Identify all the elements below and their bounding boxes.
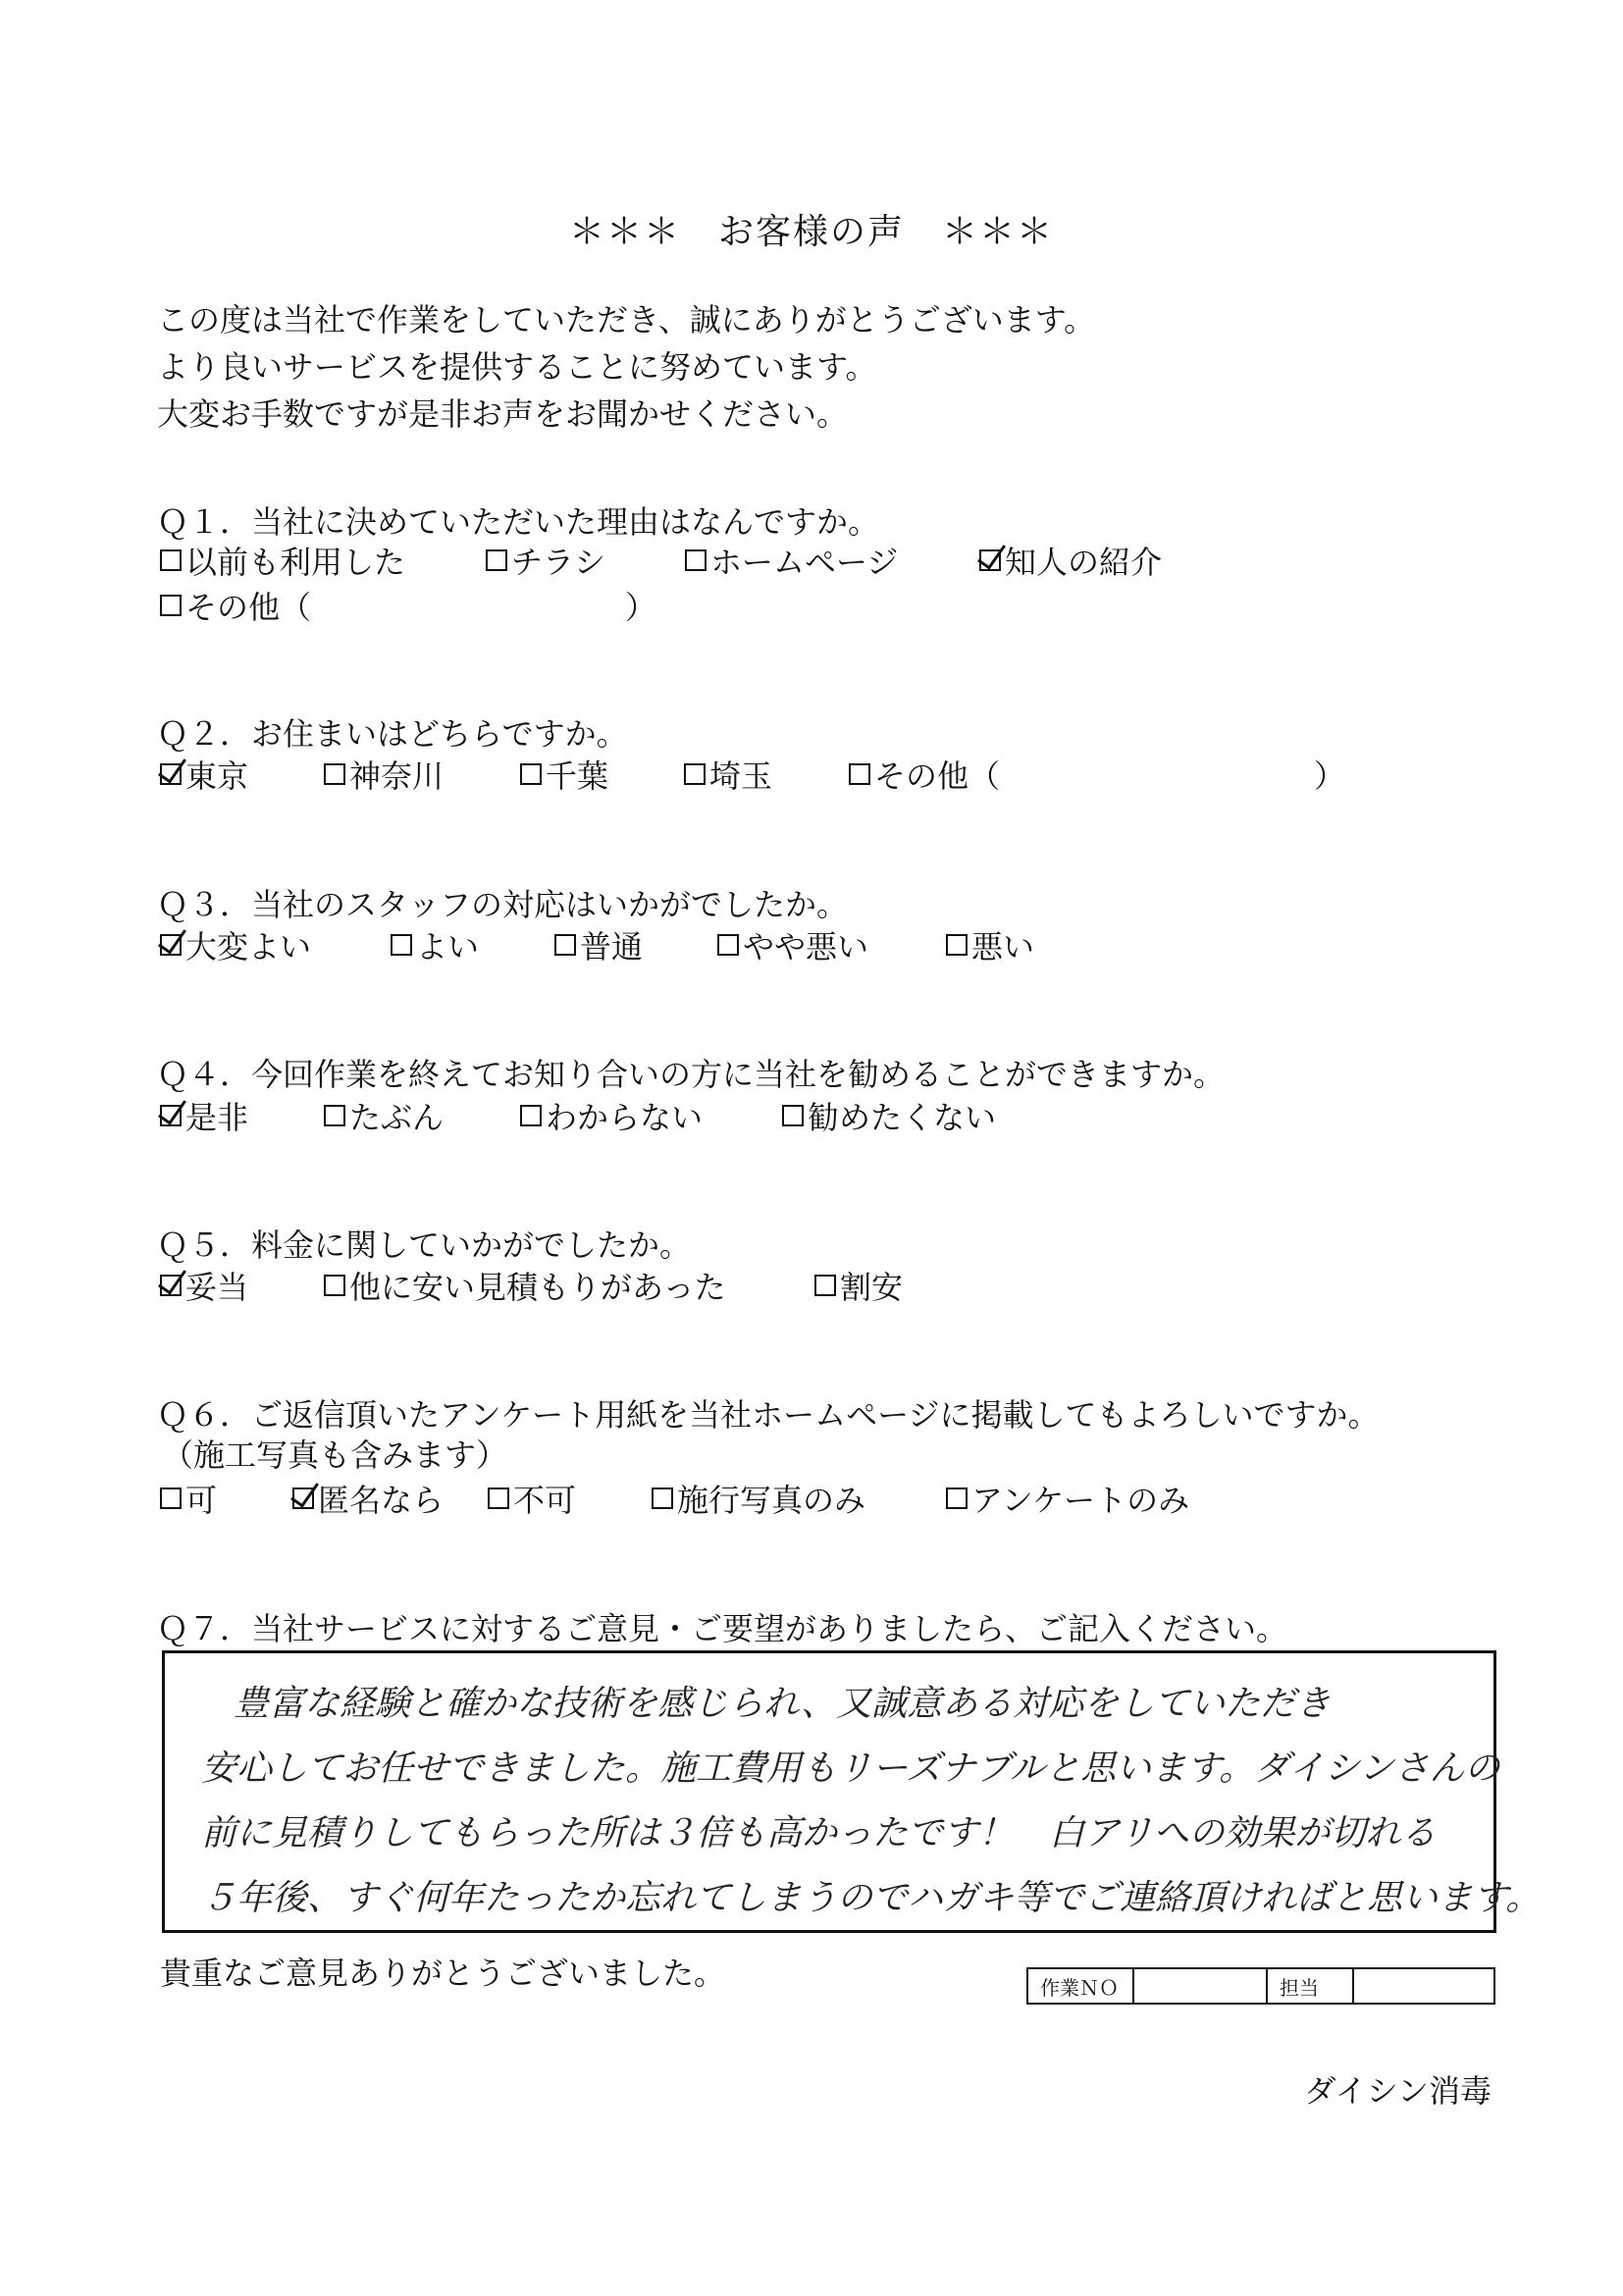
intro-line-1: この度は当社で作業をしていただき、誠にありがとうございます。 — [157, 301, 1096, 339]
q3-option-2[interactable]: よい — [391, 922, 479, 967]
q6-note: （施工写真も含みます） — [162, 1436, 508, 1474]
page-title: ＊＊＊ お客様の声 ＊＊＊ — [568, 212, 1054, 252]
comment-line-1: 豊富な経験と確かな技術を感じられ、又誠意ある対応をしていただき — [234, 1684, 1332, 1724]
office-use-table — [1026, 1967, 1495, 2005]
checkbox[interactable] — [324, 763, 345, 785]
q5-question: Ｑ５．料金に関していかがでしたか。 — [157, 1226, 692, 1264]
q1-option-1[interactable]: 以前も利用した — [160, 538, 405, 583]
checkbox-checked[interactable] — [979, 549, 1001, 571]
q6-option-2[interactable]: 匿名なら — [292, 1476, 444, 1521]
q5-option-2[interactable]: 他に安い見積もりがあった — [324, 1263, 726, 1308]
q6-option-5[interactable]: アンケートのみ — [946, 1476, 1189, 1521]
checkbox[interactable] — [160, 1487, 182, 1509]
staff-field — [1354, 1969, 1493, 2003]
q2-option-5[interactable]: その他（ ） — [849, 752, 1345, 797]
checkbox[interactable] — [520, 763, 542, 785]
checkbox-checked[interactable] — [160, 934, 182, 956]
checkbox[interactable] — [946, 934, 968, 956]
q3-question: Ｑ３．当社のスタッフの対応はいかがでしたか。 — [157, 886, 849, 923]
q4-option-3[interactable]: わからない — [520, 1093, 703, 1138]
q7-question: Ｑ７．当社サービスに対するご意見・ご要望がありましたら、ご記入ください。 — [157, 1610, 1288, 1647]
checkbox[interactable] — [391, 934, 412, 956]
staff-label: 担当 — [1268, 1969, 1354, 2003]
q5-option-3[interactable]: 割安 — [814, 1263, 903, 1308]
checkbox[interactable] — [782, 1105, 804, 1126]
q4-question: Ｑ４．今回作業を終えてお知り合いの方に当社を勧めることができますか。 — [157, 1056, 1226, 1093]
checkbox[interactable] — [324, 1105, 345, 1126]
q3-option-3[interactable]: 普通 — [554, 922, 643, 967]
checkbox[interactable] — [160, 595, 182, 616]
q4-option-2[interactable]: たぶん — [324, 1093, 444, 1138]
checkbox[interactable] — [849, 763, 870, 785]
q1-option-2[interactable]: チラシ — [486, 538, 605, 583]
checkbox[interactable] — [488, 1487, 509, 1509]
checkbox-checked[interactable] — [292, 1487, 314, 1509]
q2-option-2[interactable]: 神奈川 — [324, 752, 444, 797]
checkbox-checked[interactable] — [160, 1275, 182, 1296]
checkbox[interactable] — [652, 1487, 673, 1509]
checkbox[interactable] — [324, 1275, 345, 1296]
checkbox[interactable] — [946, 1487, 968, 1509]
q6-question: Ｑ６．ご返信頂いたアンケート用紙を当社ホームページに掲載してもよろしいですか。 — [157, 1396, 1380, 1434]
q4-option-1[interactable]: 是非 — [160, 1093, 248, 1138]
checkbox[interactable] — [486, 549, 507, 571]
intro-line-2: より良いサービスを提供することに努めています。 — [157, 348, 877, 386]
q1-option-5[interactable]: その他（ ） — [160, 583, 656, 628]
checkbox[interactable] — [717, 934, 739, 956]
q1-option-3[interactable]: ホームページ — [685, 538, 898, 583]
checkbox[interactable] — [684, 763, 706, 785]
q2-option-4[interactable]: 埼玉 — [684, 752, 772, 797]
q2-option-1[interactable]: 東京 — [160, 752, 248, 797]
checkbox[interactable] — [685, 549, 707, 571]
comment-line-3: 前に見積りしてもらった所は３倍も高かったです！ 白アリへの効果が切れる — [201, 1813, 1437, 1853]
comment-line-2: 安心してお任せできました。施工費用もリーズナブルと思います。ダイシンさんの — [201, 1748, 1500, 1789]
q2-question: Ｑ２．お住まいはどちらですか。 — [157, 715, 628, 753]
q6-option-1[interactable]: 可 — [160, 1476, 217, 1521]
q5-option-1[interactable]: 妥当 — [160, 1263, 248, 1308]
work-no-field — [1134, 1969, 1268, 2003]
q6-option-3[interactable]: 不可 — [488, 1476, 576, 1521]
comment-line-4: ５年後、すぐ何年たったか忘れてしまうのでハガキ等でご連絡頂ければと思います。 — [201, 1878, 1542, 1918]
q3-option-1[interactable]: 大変よい — [160, 922, 311, 967]
thanks-text: 貴重なご意見ありがとうございました。 — [160, 1955, 726, 1992]
work-no-label: 作業ＮＯ — [1028, 1969, 1134, 2003]
checkbox-checked[interactable] — [160, 763, 182, 785]
q2-option-3[interactable]: 千葉 — [520, 752, 608, 797]
checkbox-checked[interactable] — [160, 1105, 182, 1126]
q1-option-4[interactable]: 知人の紹介 — [979, 538, 1162, 583]
q3-option-5[interactable]: 悪い — [946, 922, 1034, 967]
company-name: ダイシン消毒 — [1304, 2072, 1492, 2110]
q3-option-4[interactable]: やや悪い — [717, 922, 868, 967]
checkbox[interactable] — [814, 1275, 836, 1296]
checkbox[interactable] — [554, 934, 576, 956]
intro-line-3: 大変お手数ですが是非お声をお聞かせください。 — [157, 395, 849, 433]
q1-question: Ｑ１．当社に決めていただいた理由はなんですか。 — [157, 503, 880, 541]
q6-option-4[interactable]: 施行写真のみ — [652, 1476, 865, 1521]
checkbox[interactable] — [520, 1105, 542, 1126]
q4-option-4[interactable]: 勧めたくない — [782, 1093, 996, 1138]
checkbox[interactable] — [160, 549, 182, 571]
